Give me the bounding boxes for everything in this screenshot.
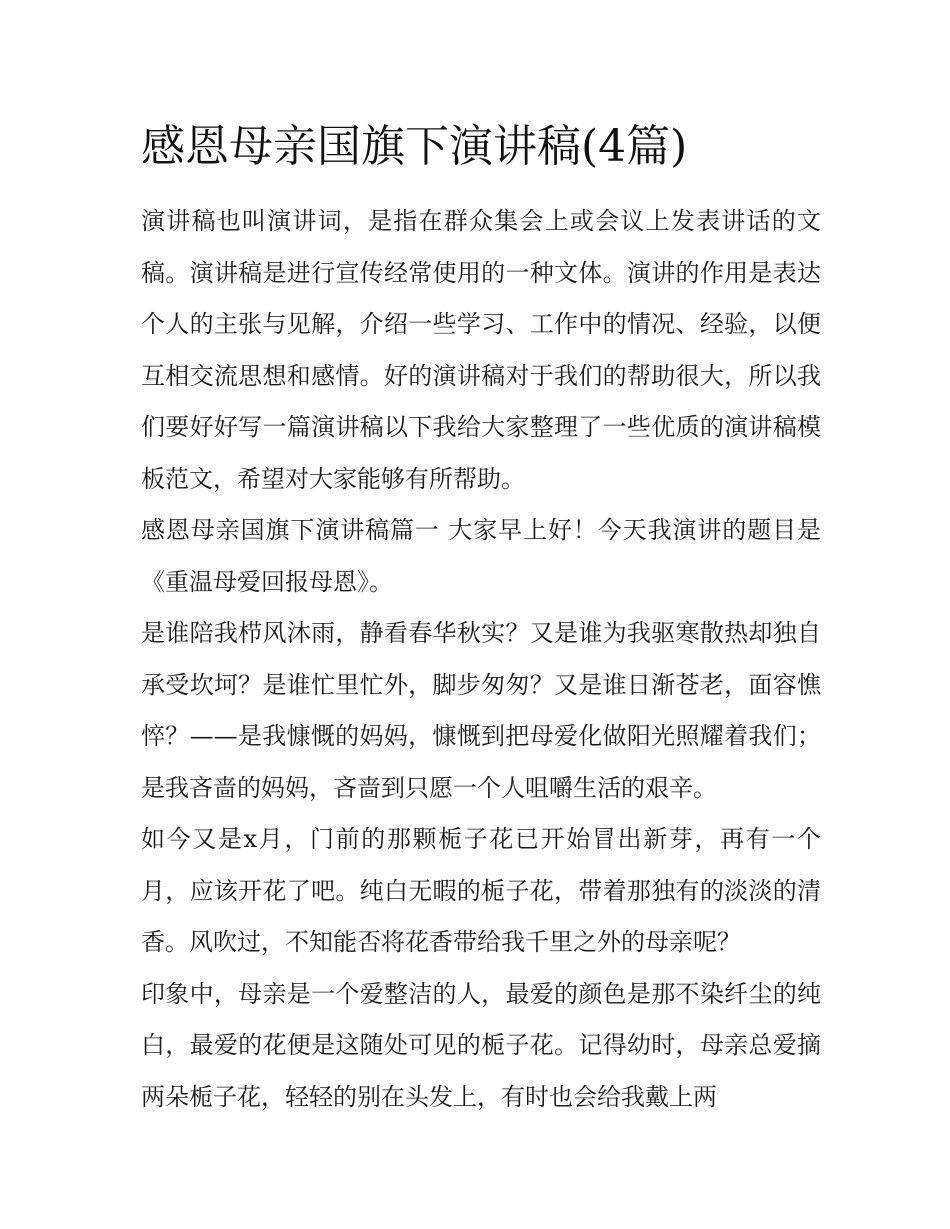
document-body [141, 196, 821, 1123]
paragraph-gardenia: 如今又是x月，门前的那颗栀子花已开始冒出新芽，再有一个月，应该开花了吧。纯白无暇的栀子花，带着那独有的淡淡的清香。风吹过，不知能否将花香带给我千里之外的母亲呢？ [141, 825, 821, 956]
paragraph-mother-questions: 是谁陪我栉风沐雨，静看春华秋实？又是谁为我驱寒散热却独自承受坎坷？是谁忙里忙外，脚步匆匆？又是谁日渐苍老，面容憔悴？——是我慷慨的妈妈，慷慨到把母爱化做阳光照耀着我们；是我吝啬的妈妈，吝啬到只愿一个人咀嚼生活的艰辛。 [141, 619, 821, 802]
paragraph-memory: 印象中，母亲是一个爱整洁的人，最爱的颜色是那不染纤尘的纯白，最爱的花便是这随处可见的栀子花。记得幼时，母亲总爱摘两朵栀子花，轻轻的别在头发上，有时也会给我戴上两 [141, 979, 821, 1111]
paragraph-intro: 演讲稿也叫演讲词，是指在群众集会上或会议上发表讲话的文稿。演讲稿是进行宣传经常使用的一种文体。演讲的作用是表达个人的主张与见解，介绍一些学习、工作中的情况、经验，以便互相交流思想和感情。好的演讲稿对于我们的帮助很大，所以我们要好好写一篇演讲稿以下我给大家整理了一些优质的演讲稿模板范文，希望对大家能够有所帮助。 [141, 207, 821, 493]
paragraph-speech-opening: 感恩母亲国旗下演讲稿篇一 大家早上好！今天我演讲的题目是《重温母爱回报母恩》。 [141, 516, 821, 596]
document-title: 感恩母亲国旗下演讲稿(4篇) [141, 121, 688, 172]
